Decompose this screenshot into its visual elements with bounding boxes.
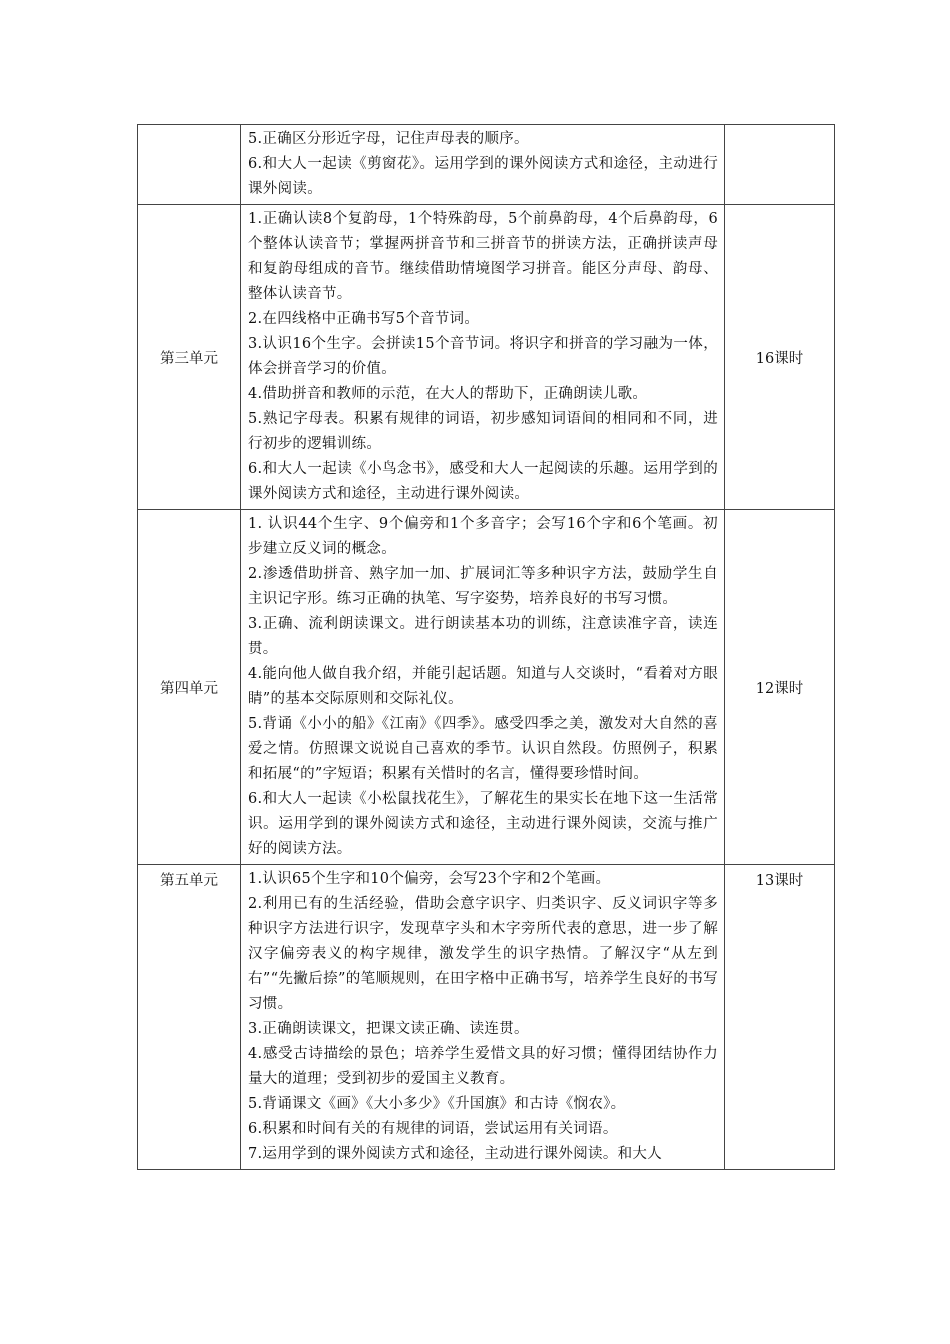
goal-item: 2.在四线格中正确书写5个音节词。 <box>248 311 480 327</box>
teaching-plan-table <box>137 124 835 1170</box>
goal-item: 6.和大人一起读《剪窗花》。运用学到的课外阅读方式和途径，主动进行课外阅读。 <box>248 156 718 197</box>
goal-item: 3.正确、流利朗读课文。进行朗读基本功的训练，注意读准字音，读连贯。 <box>248 616 718 657</box>
table-row <box>138 865 835 1170</box>
goal-item: 2.渗透借助拼音、熟字加一加、扩展词汇等多种识字方法，鼓励学生自主识记字形。练习正确的执笔、写字姿势，培养良好的书写习惯。 <box>248 566 718 607</box>
goal-item: 7.运用学到的课外阅读方式和途径，主动进行课外阅读。和大人 <box>248 1146 663 1162</box>
goal-item: 6.和大人一起读《小松鼠找花生》，了解花生的果实长在地下这一生活常识。运用学到的课外阅读方式和途径，主动进行课外阅读，交流与推广好的阅读方法。 <box>248 791 718 857</box>
table-row <box>138 125 835 205</box>
goals-cell <box>241 125 725 205</box>
goal-item: 4.感受古诗描绘的景色；培养学生爱惜文具的好习惯；懂得团结协作力量大的道理；受到初步的爱国主义教育。 <box>248 1046 718 1087</box>
goal-item: 2.利用已有的生活经验，借助会意字识字、归类识字、反义词识字等多种识字方法进行识字，发现草字头和木字旁所代表的意思，进一步了解汉字偏旁表义的构字规律，激发学生的识字热情。了解汉字“从左到右”“先撇后捺”的笔顺规则，在田字格中正确书写，培养学生良好的书写习惯。 <box>248 896 718 1012</box>
goal-item: 5.正确区分形近字母，记住声母表的顺序。 <box>248 131 529 147</box>
unit-cell <box>138 125 241 205</box>
goal-item: 3.正确朗读课文，把课文读正确、读连贯。 <box>248 1021 529 1037</box>
unit-cell: 第四单元 <box>138 510 241 865</box>
goal-item: 5.熟记字母表。积累有规律的词语，初步感知词语间的相同和不同，进行初步的逻辑训练。 <box>248 411 718 452</box>
table-row <box>138 510 835 865</box>
goal-item: 1.认识65个生字和10个偏旁，会写23个字和2个笔画。 <box>248 871 611 887</box>
hours-cell: 16课时 <box>725 205 835 510</box>
goal-item: 6.积累和时间有关的有规律的词语，尝试运用有关词语。 <box>248 1121 618 1137</box>
goal-item: 3.认识16个生字。会拼读15个音节词。将识字和拼音的学习融为一体，体会拼音学习的价值。 <box>248 336 718 377</box>
goals-cell <box>241 865 725 1170</box>
goal-item: 5.背诵课文《画》《大小多少》《升国旗》和古诗《悯农》。 <box>248 1096 626 1112</box>
goal-item: 6.和大人一起读《小鸟念书》，感受和大人一起阅读的乐趣。运用学到的课外阅读方式和途径，主动进行课外阅读。 <box>248 461 718 502</box>
goal-item: 1. 认识44个生字、9个偏旁和1个多音字；会写16个字和6个笔画。初步建立反义词的概念。 <box>248 516 718 557</box>
hours-cell: 12课时 <box>725 510 835 865</box>
table-row <box>138 205 835 510</box>
goal-item: 4.能向他人做自我介绍，并能引起话题。知道与人交谈时，“看着对方眼睛”的基本交际原则和交际礼仪。 <box>248 666 718 707</box>
goal-item: 5.背诵《小小的船》《江南》《四季》。感受四季之美，激发对大自然的喜爱之情。仿照课文说说自己喜欢的季节。认识自然段。仿照例子，积累和拓展“的”字短语；积累有关惜时的名言，懂得要珍惜时间。 <box>248 716 718 782</box>
goals-cell <box>241 205 725 510</box>
unit-cell: 第三单元 <box>138 205 241 510</box>
goal-item: 1.正确认读8个复韵母，1个特殊韵母，5个前鼻韵母，4个后鼻韵母，6个整体认读音节；掌握两拼音节和三拼音节的拼读方法，正确拼读声母和复韵母组成的音节。继续借助情境图学习拼音。能区分声母、韵母、整体认读音节。 <box>248 211 718 302</box>
goal-item: 4.借助拼音和教师的示范，在大人的帮助下，正确朗读儿歌。 <box>248 386 648 402</box>
hours-cell: 13课时 <box>725 865 835 1170</box>
goals-cell <box>241 510 725 865</box>
unit-cell: 第五单元 <box>138 865 241 1170</box>
hours-cell <box>725 125 835 205</box>
